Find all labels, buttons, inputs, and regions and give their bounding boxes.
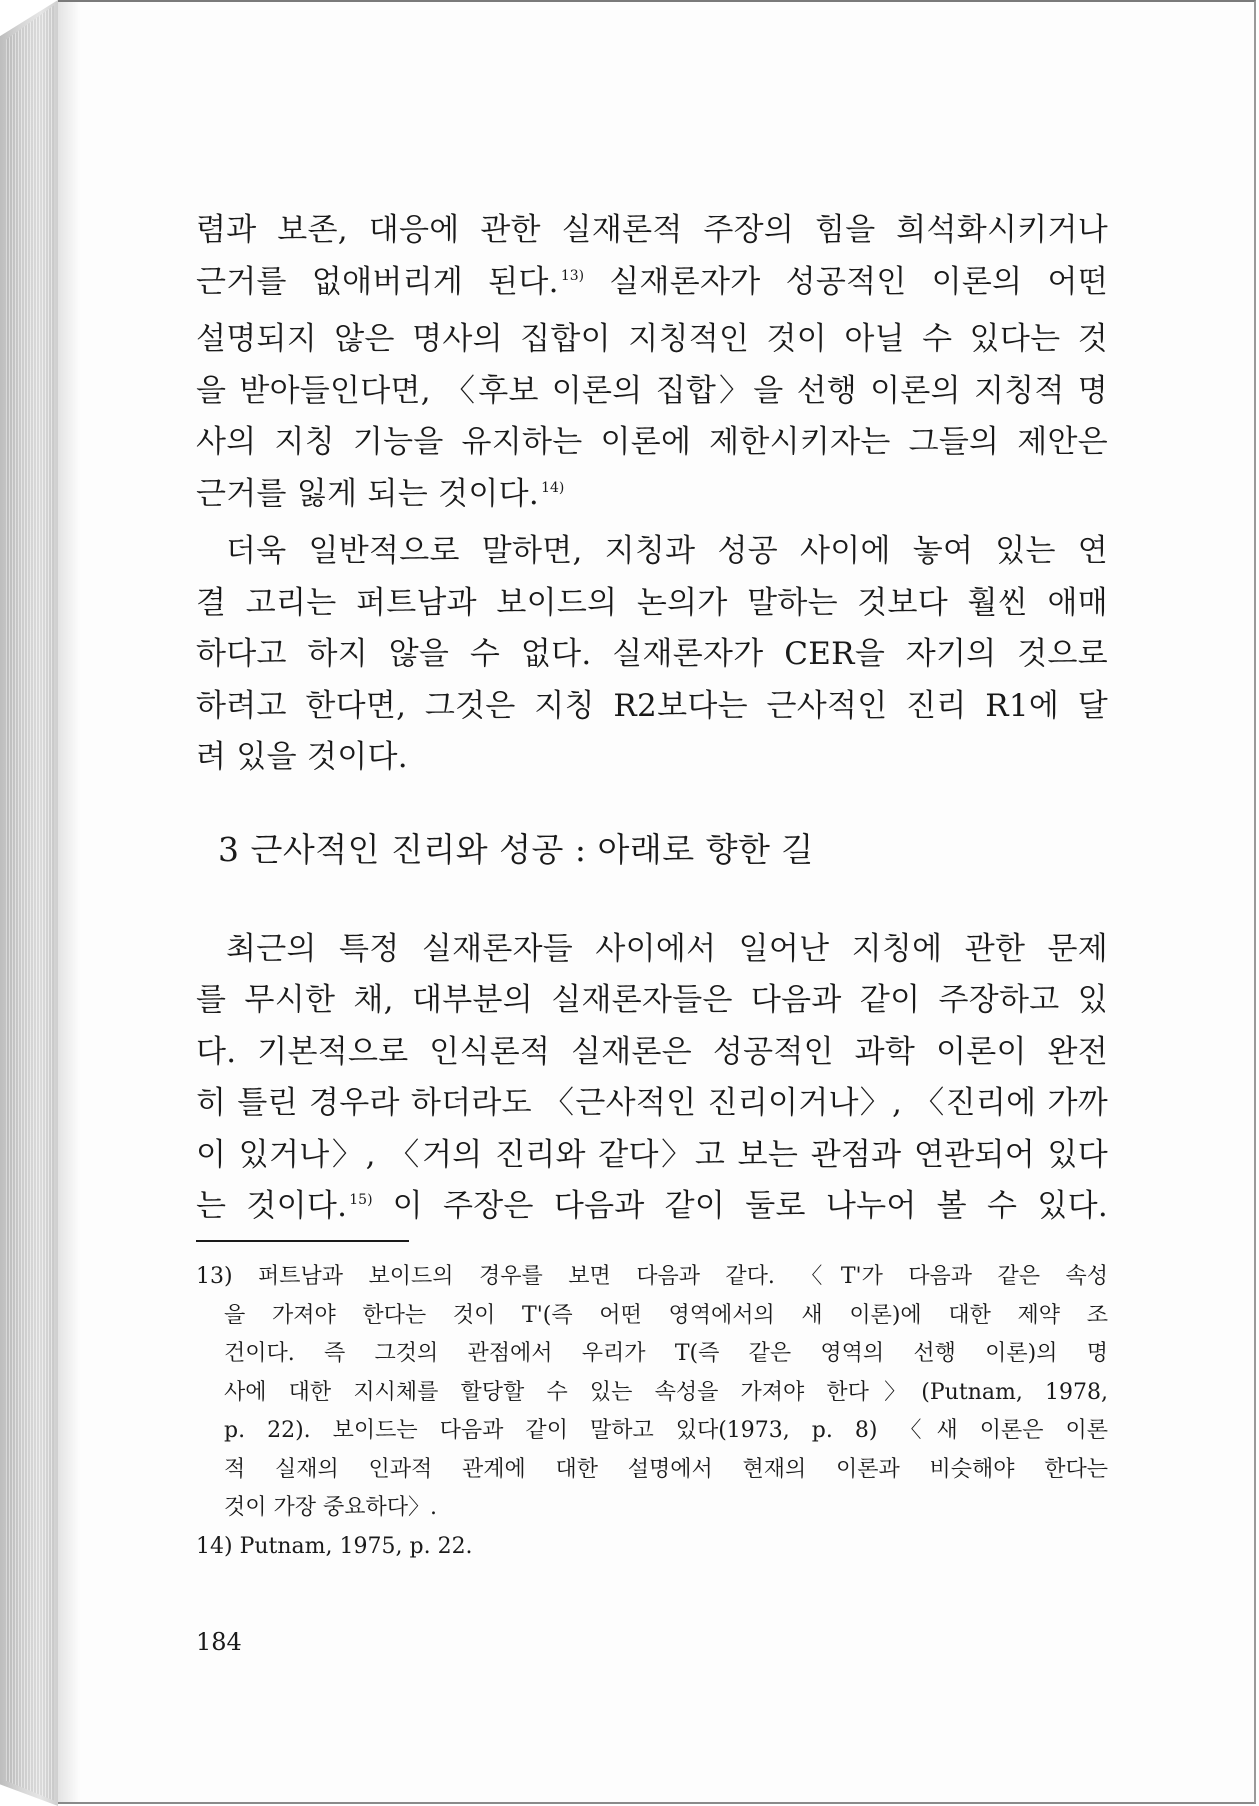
text-segment: 근거를 잃게 되는 것이다. xyxy=(196,475,540,512)
text-line: 렴과 보존, 대응에 관한 실재론적 주장의 힘을 희석화시키거나 xyxy=(196,212,1108,248)
footnote-text: 퍼트남과 보이드의 경우를 보면 다음과 같다. 〈T'가 다음과 같은 속성 xyxy=(258,1264,1108,1289)
footnotes xyxy=(196,1258,1108,1566)
footnote-line: 것이 가장 중요하다〉. xyxy=(224,1495,437,1520)
text-line: 사의 지칭 기능을 유지하는 이론에 제한시키자는 그들의 제안은 xyxy=(196,424,1108,460)
footnote-line: 적 실재의 인과적 관계에 대한 설명에서 현재의 이론과 비슷해야 한다는 xyxy=(224,1456,1108,1482)
footnote-marker: 14) xyxy=(196,1533,233,1559)
text-line: 결 고리는 퍼트남과 보이드의 논의가 말하는 것보다 훨씬 애매 xyxy=(196,584,1108,621)
page-body xyxy=(196,205,1108,1239)
footnote-14 xyxy=(196,1528,1108,1567)
text-segment: 실재론자가 성공적인 이론의 어떤 xyxy=(609,263,1109,300)
footnote-line: 을 가져야 한다는 것이 T'(즉 어떤 영역에서의 새 이론)에 대한 제약 조 xyxy=(224,1302,1108,1328)
text-line: 을 받아들인다면, 〈후보 이론의 집합〉을 선행 이론의 지칭적 명 xyxy=(196,372,1108,409)
footnote-separator xyxy=(196,1240,409,1242)
footnote-ref-14: 14) xyxy=(541,479,565,496)
footnote-line: p. 22). 보이드는 다음과 같이 말하고 있다(1973, p. 8) 〈새 이론은 이론 xyxy=(224,1418,1108,1443)
text-line: 히 틀린 경우라 하더라도 〈근사적인 진리이거나〉, 〈진리에 가까 xyxy=(196,1085,1108,1121)
footnote-marker: 13) xyxy=(196,1264,233,1289)
text-line: 를 무시한 채, 대부분의 실재론자들은 다음과 같이 주장하고 있 xyxy=(196,982,1108,1018)
book-page-edge-lines xyxy=(6,0,54,1806)
paragraph-1 xyxy=(196,205,1108,526)
text-line: 설명되지 않은 명사의 집합이 지칭적인 것이 아닐 수 있다는 것 xyxy=(196,321,1108,357)
text-segment: 는 것이다. xyxy=(196,1188,348,1224)
text-segment: 이 주장은 다음과 같이 둘로 나누어 볼 수 있다. xyxy=(392,1188,1109,1224)
text-line: 더욱 일반적으로 말하면, 지칭과 성공 사이에 놓여 있는 연 xyxy=(226,533,1108,569)
text-line xyxy=(196,257,1108,315)
section-heading: 3 근사적인 진리와 성공 : 아래로 향한 길 xyxy=(218,829,814,869)
footnote-13 xyxy=(196,1258,1108,1528)
text-segment: 근거를 없애버리게 된다. xyxy=(196,263,559,300)
paragraph-3 xyxy=(196,924,1108,1239)
footnote-line xyxy=(196,1258,1108,1297)
text-line: 하려고 한다면, 그것은 지칭 R2보다는 근사적인 진리 R1에 달 xyxy=(196,687,1108,724)
text-line: 려 있을 것이다. xyxy=(196,739,408,775)
text-line xyxy=(196,469,1108,527)
paragraph-2 xyxy=(196,526,1108,784)
page-number: 184 xyxy=(196,1628,242,1656)
footnote-line: 사에 대한 지시체를 할당할 수 있는 속성을 가져야 한다〉(Putnam, 1978, xyxy=(224,1379,1108,1405)
footnote-ref-15: 15) xyxy=(349,1192,373,1208)
footnote-ref-13: 13) xyxy=(560,267,585,284)
text-line: 최근의 특정 실재론자들 사이에서 일어난 지칭에 관한 문제 xyxy=(226,930,1108,967)
footnote-line xyxy=(196,1528,1108,1567)
page-gutter-shade xyxy=(58,2,80,1802)
footnote-line: 건이다. 즉 그것의 관점에서 우리가 T(즉 같은 영역의 선행 이론)의 명 xyxy=(224,1341,1108,1366)
footnote-text: Putnam, 1975, p. 22. xyxy=(239,1533,473,1559)
text-line: 이 있거나〉, 〈거의 진리와 같다〉고 보는 관점과 연관되어 있다 xyxy=(196,1136,1108,1173)
text-line xyxy=(196,1181,1108,1239)
text-line: 하다고 하지 않을 수 없다. 실재론자가 CER을 자기의 것으로 xyxy=(196,636,1108,672)
text-line: 다. 기본적으로 인식론적 실재론은 성공적인 과학 이론이 완전 xyxy=(196,1033,1108,1070)
